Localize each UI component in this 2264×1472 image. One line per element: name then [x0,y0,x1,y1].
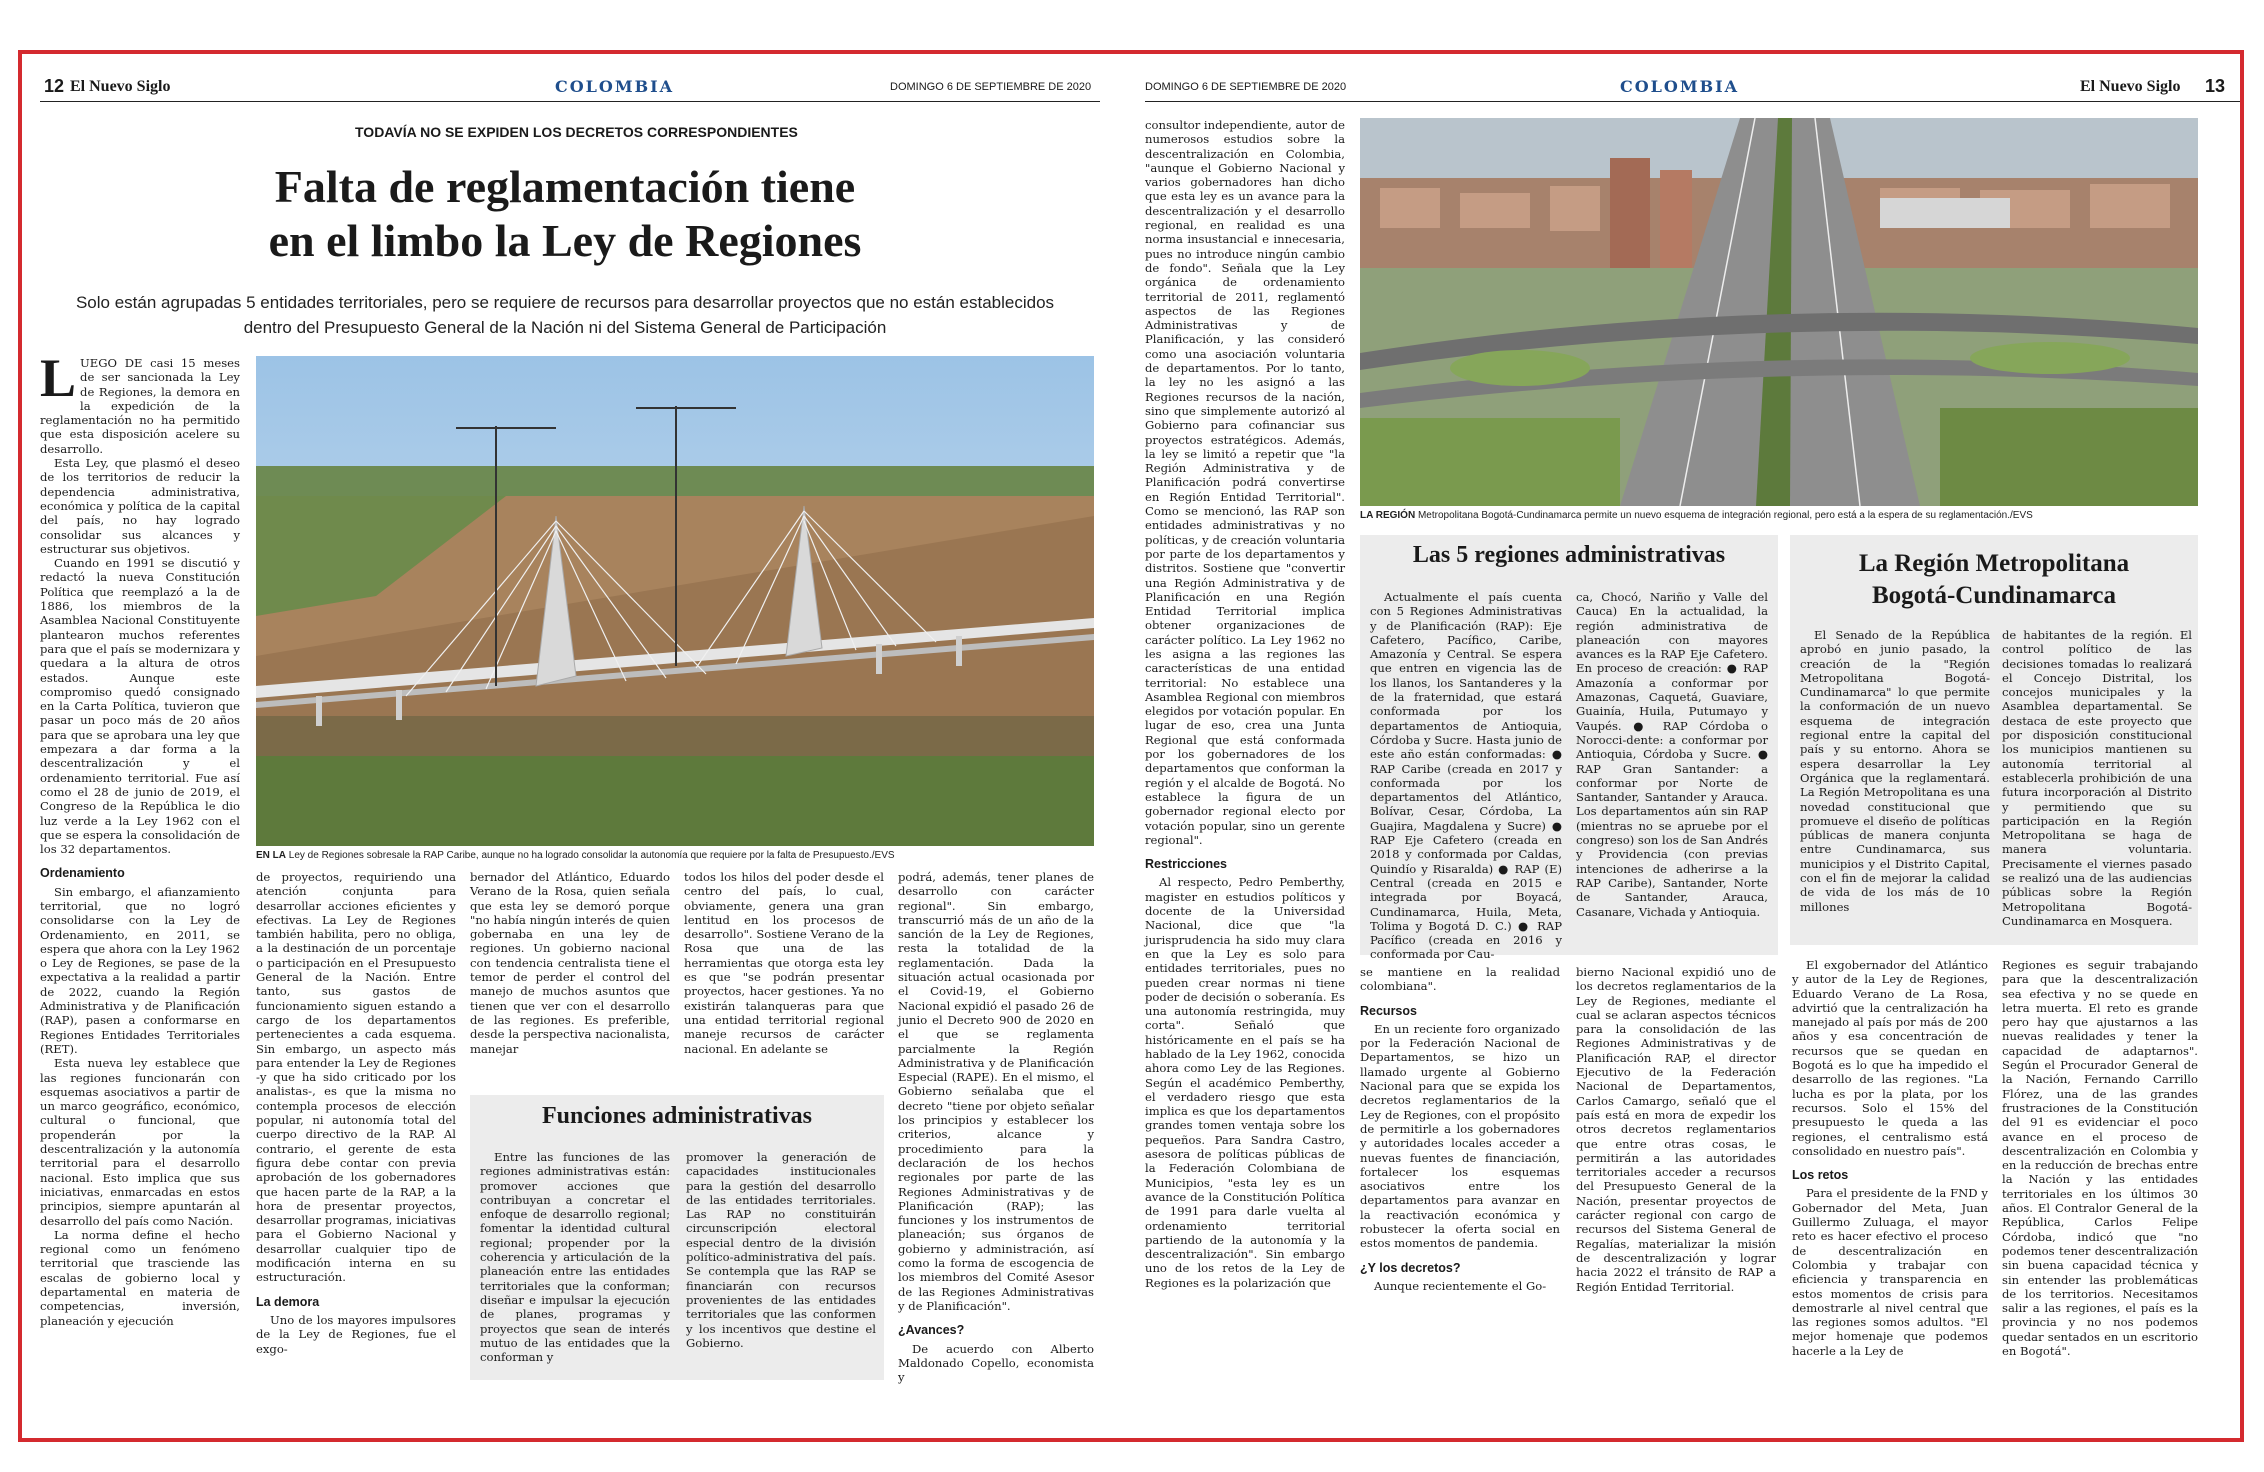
functions-box-column-1 [480,1150,670,1375]
right-page-header [1145,70,2240,102]
lead-paragraph: UEGO DE casi 15 meses de ser sancionada la Ley de Regiones, la demora en la expedición de la reglamentación no ha permitido que esta disposición acelere su desarrollo. [40,356,240,456]
metro-box-column-2 [2002,628,2192,940]
paper-name: El Nuevo Siglo [70,78,171,95]
paragraph: Uno de los mayores impulsores de la Ley de Regiones, fue el exgo- [256,1312,456,1356]
headline-line-2: en el limbo la Ley de Regiones [268,215,862,266]
caption-text: Metropolitana Bogotá-Cundinamarca permite un nuevo esquema de integración regional, pero está a la espera de su reglamentación./EVS [1417,510,2033,521]
article-column-1 [40,348,240,1376]
paragraph: ca, Chocó, Nariño y Valle del Cauca) En la actualidad, la región administrativa de planeación con mayores avances es la RAP Eje Cafetero. En proceso de creación: ● RAP Amazonía a conformar por Amazonas, Caquetá, Guaviare, Guainía, Huila, Putumayo y Vaupés. ● RAP Córdoba o Norocci-dente: a conformar por Antioquia, Córdoba y Sucre. ● RAP Gran Santander: a conformar por Norte de Santander, Santander y Arauca. Los departamentos aún sin RAP (mientras no se apruebe por el congreso) son los de San Andrés y Providencia (con previas intenciones de adherirse a la RAP Caribe), Santander, Norte de Santander, Arauca, Casanare, Vichada y Antioquia. [1576,590,1768,919]
article-column-2 [256,870,456,1380]
paragraph: Aunque recientemente el Go- [1374,1278,1547,1293]
paragraph: todos los hilos del poder desde el centro del país, lo cual, obviamente, genera una gran lentitud en los procesos de desarrollo". Sostiene Verano de la Rosa que una de las herramientas que otorga esta ley es que "se podrán presentar proyectos, hacer gestiones. Ya no existirán talanqueras para que una entidad territorial regional maneje recursos de carácter nacional. En adelante se [684,870,884,1056]
paragraph: Al respecto, Pedro Pemberthy, magister en estudios políticos y docente de la Universidad Nacional, dice que "la jurisprudencia ha sido muy clara en que la Ley es solo para entidades territoriales, pues no pueden crear normas ni tiene poder de decisión o soberanía. Es una autonomía restringida, muy corta". Señaló que históricamente en el país se ha hablado de la Ley 1962, conocida ahora como Ley de las Regiones. Según el académico Pemberthy, el verdadero riesgo que esta implica es que los departamentos grandes tomen ventaja sobre los pequeños. Para Sandra Castro, asesora de políticas públicas de la Federación Colombiana de Municipios, "esta ley es un avance de la Constitución Política de 1991 para darle vuelta al ordenamiento territorial partiendo de la autonomía y la descentralización". Sin embargo uno de los retos de la Ley de Regiones es la polarización que [1145,875,1345,1290]
right-column-1 [1145,118,1346,1290]
paragraph: El exgobernador del Atlántico y autor de la Ley de Regiones, Eduardo Verano de La Rosa, advirtió que la centralización ha manejado al país por más de 200 años y esa concentración de recursos que se quedan en Bogotá es lo que ha impedido el desarrollo de las regiones. "La lucha es por la plata, por los recursos. Solo el 15% del presupuesto le queda a las regiones, el centralismo está consolidado en nuestro país". [1792,958,1988,1158]
paragraph: de proyectos, requiriendo una atención conjunta para desarrollar acciones eficientes y efectivas. La Ley de Regiones también habilita, pero no obliga, a la destinación de un porcentaje o participación en el Presupuesto General de la Nación. Entre tanto, sus gastos de funcionamiento siguen estando a cargo de los departamentos pertenecientes a cada esquema. Sin embargo, un aspecto más para entender la Ley de Regiones -y que ha sido criticado por los analistas-, es que la misma no contempla procesos de elección popular, ni autonomía total del cuerpo directivo de la RAP. Al contrario, el gerente de esta figura debe contar con previa aprobación de los gobernadores que hacen parte de la RAP, a la hora de presentar proyectos, desarrollar programas, iniciativas para el Gobierno Nacional y desarrollar cualquier tipo de modificación interna en su estructuración. [256,870,456,1285]
article-kicker: TODAVÍA NO SE EXPIDEN LOS DECRETOS CORRESPONDIENTES [355,124,798,140]
section-heading: Ordenamiento [40,866,125,881]
section-heading: La demora [256,1294,320,1309]
paragraph: promover la generación de capacidades institucionales para la gestión del desarrollo de las entidades territoriales. Las RAP no constituirán circunscripción electoral especial dentro de la división político-administrativa del país. Se contempla que las RAP se financiarán con recursos provenientes de las entidades territoriales que las conformen y los incentivos que destine el Gobierno. [686,1150,876,1350]
drop-cap: L [40,348,77,408]
paragraph: El Senado de la República aprobó en junio pasado, la creación de la "Región Metropolitana Bogotá-Cundinamarca" lo que permite la conformación de un nuevo esquema de integración regional entre la capital del país y su entorno. Ahora se espera desarrollar la Ley Orgánica que la reglamentará. La Región Metropolitana es una novedad constitucional que promueve el diseño de políticas públicas de manera conjunta entre Cundinamarca, sus municipios y el Distrito Capital, con el fin de mejorar la calidad de vida de los más de 10 millones [1800,628,1990,914]
article-column-3 [470,870,670,1085]
paragraph: Esta Ley, que plasmó el deseo de los territorios de reducir la dependencia administrativa, económica y política de la capital del país, no hay logrado consolidar sus alcances y estructurar sus objetivos. [40,456,240,556]
bridge-photo [256,356,1094,846]
right-column-4 [1792,958,1988,1380]
article-column-5 [898,870,1094,1385]
caption-label: EN LA [256,850,286,861]
article-headline [160,160,970,268]
paper-name: El Nuevo Siglo [2080,78,2181,95]
photo-caption [1360,510,2198,521]
paragraph: Actualmente el país cuenta con 5 Regiones Administrativas y de Planificación (RAP): Eje Cafetero, Pacífico, Caribe, Amazonía y Central. Se espera que entren en vigencia las de los llanos, los Santanderes y la de la fraternidad, que estará conformada por los departamentos de Antioquia, Córdoba y Sucre. Hasta junio de este año están conformadas: ● RAP Caribe (creada en 2017 y conformada por los departamentos del Atlántico, Bolívar, Cesar, Córdoba, La Guajira, Magdalena y Sucre) ● RAP Eje Cafetero (creada en 2018 y conformada por Caldas, Quindío y Risaralda) ● RAP (E) Central (creada en 2015 e integrada por Boyacá, Cundinamarca, Huila, Meta, Tolima y Bogotá D. C.) ● RAP Pacífico (creada en 2016 y conformada por Cau- [1370,590,1562,962]
functions-box-title: Funciones administrativas [541,1103,813,1129]
paragraph: podrá, además, tener planes de desarrollo con carácter regional". Sin embargo, transcurrió más de un año de la sanción de la Ley de Regiones, resta la totalidad de la reglamentación. Dada la situación actual ocasionada por el Covid-19, el Gobierno Nacional expidió el pasado 26 de junio el Decreto 900 de 2020 en el que se reglamenta parcialmente la Región Administrativa y de Planificación Especial (RAPE). En el mismo, el Gobierno señalaba que el decreto "tiene por objeto señalar los principios y establecer los criterios, alcance y procedimiento para la declaración de los hechos regionales por parte de las Regiones Administrativas y de Planificación (RAP); las funciones y los instrumentos de planeación; sus órganos de gobierno y administración, así como la forma de escogencia de los miembros del Comité Asesor de las Regiones Administrativas y de Planificación". [898,870,1094,1313]
regions-box-column-1 [1370,590,1562,962]
city-photo [1360,118,2198,506]
right-column-5 [2002,958,2198,1380]
paragraph: En un reciente foro organizado por la Federación Nacional de Departamentos, se hizo un llamado urgente al Gobierno Nacional para que se expida los decretos reglamentarios de la Ley de Regiones, con el propósito de permitirle a los gobernadores y autoridades locales acceder a nuevas fuentes de financiación, fortalecer los esquemas asociativos entre los departamentos para avanzar en la reactivación económica y robustecer la oferta social en estos momentos de pandemia. [1360,1021,1560,1251]
section-heading: ¿Y los decretos? [1360,1260,1461,1275]
paragraph: La norma define el hecho regional como un fenómeno territorial que trasciende las escalas de gobierno local y departamental en materia de competencias, inversión, planeación y ejecución [40,1227,240,1328]
functions-box-column-2 [686,1150,876,1375]
paragraph: bernador del Atlántico, Eduardo Verano de la Rosa, quien señala que esta ley se demoró porque "no había ningún interés de quien gobernaba en una ley de regiones. Un gobierno nacional con tendencia centralista tiene el temor de perder el control del manejo de muchos asuntos que tienen que ver con el desarrollo de las regiones. Es preferible, desde la perspectiva nacionalista, manejar [470,870,670,1056]
paragraph: bierno Nacional expidió uno de los decretos reglamentarios de la Ley de Regiones, mediante el cual se aclaran aspectos técnicos para la consolidación de las Regiones Administrativas y de Planificación RAP, el director Ejecutivo de la Federación Nacional de Departamentos, Carlos Camargo, señaló que el país está en mora de expedir los otros decretos reglamentarios que entre otras cosas, le permitirán a las autoridades territoriales acceder a recursos del Presupuesto General de la Nación, presentar proyectos de carácter regional con cargo de recursos del Sistema General de Regalías, materializar la misión de descentralización y lograr hacia 2022 el tránsito de RAP a Región Entidad Territorial. [1576,965,1776,1294]
metro-box-title [1790,548,2198,612]
article-subhead: Solo están agrupadas 5 entidades territoriales, pero se requiere de recursos para desarrollar proyectos que no están establecidos dentro del Presupuesto General de la Nación ni del Sistema General de Participación [75,293,1055,337]
caption-label: LA REGIÓN [1360,510,1416,521]
regions-box-title: Las 5 regiones administrativas [1412,542,1726,568]
paragraph: Esta nueva ley establece que las regiones funcionarán con esquemas asociativos a partir de un marco geográfico, económico, cultural o funcional, que propenderán por la descentralización y la autonomía territorial para el desarrollo nacional. Esto implica que sus iniciativas, enmarcadas en estos principios, siempre apuntarán al desarrollo del país como Nación. [40,1056,240,1228]
paragraph: consultor independiente, autor de numerosos estudios sobre la descentralización en Colombia, "aunque el Gobierno Nacional y varios gobernadores han dicho que esta ley es un avance para la descentralización y el desarrollo regional, en realidad es una norma insustancial e innecesaria, pues no introduce ningún cambio de fondo". Señala que la Ley orgánica de ordenamiento territorial de 2011, reglamentó aspectos de las Regiones Administrativas y de Planificación, y las consideró como una asociación voluntaria de departamentos. Por lo tanto, la ley no les asignó a las Regiones recursos de la nación, sino que simplemente autorizó al Gobierno para cofinanciar sus proyectos estratégicos. Además, la ley se limitó a repetir que "la Región Administrativa y de Planificación podrá convertirse en Región Entidad Territorial". Como se mencionó, las RAP son entidades administrativas y no políticas, y de creación voluntaria por parte de los departamentos y distritos. Sostiene que "convertir una Región Administrativa y de Planificación en una Región Entidad Territorial implica obtener organizaciones de carácter político. La Ley 1962 no les asigna a las regiones las características de una entidad territorial: No establece una Asamblea Regional con miembros elegidos por votación popular. En lugar de eso, crea una Junta Regional que está conformada por los gobernadores de los departamentos que conforman la región y el alcalde de Bogotá. No establece la figura de un gobernador regional electo por votación popular, sino un gerente regional". [1145,118,1346,847]
metro-box-column-1 [1800,628,1990,940]
section-heading: ¿Avances? [898,1323,965,1338]
right-column-2 [1360,965,1560,1380]
section-name: COLOMBIA [1620,77,1739,96]
section-heading: Recursos [1360,1003,1417,1018]
article-column-4 [684,870,884,1085]
paragraph: Entre las funciones de las regiones administrativas están: promover acciones que contribuyan a concretar el enfoque de desarrollo regional; fomentar la identidad cultural regional; propender por la coherencia y articulación de la planeación entre las entidades territoriales que la conforman; diseñar e impulsar la ejecución de planes, programas y proyectos que sean de interés mutuo de las entidades que la conforman y [480,1150,670,1365]
paragraph: se mantiene en la realidad colombiana". [1360,965,1560,994]
right-column-3 [1576,965,1776,1380]
photo-caption [256,850,1094,861]
section-name: COLOMBIA [555,77,674,96]
caption-text: Ley de Regiones sobresale la RAP Caribe, aunque no ha logrado consolidar la autonomía que requiere por la falta de Presupuesto./EVS [288,850,895,861]
paragraph: De acuerdo con Alberto Maldonado Copello, economista y [898,1341,1094,1385]
left-page-header [40,70,1100,102]
section-heading: Restricciones [1145,857,1227,872]
paragraph: Sin embargo, el afianzamiento territorial, que no logró consolidarse con la Ley de Ordenamiento, en 2011, se espera que ahora con la Ley 1962 o Ley de Regiones, se pase de la expectativa a la realidad a partir de 2022, cuando la Región Administrativa y de Planificación (RAP), pasen a conformarse en Regiones Entidades Territoriales (RET). [40,884,240,1056]
headline-line-1: Falta de reglamentación tiene [274,161,856,212]
page-number: 13 [2205,76,2226,96]
page-number: 12 [44,76,65,96]
paragraph: Para el presidente de la FND y Gobernador del Meta, Juan Guillermo Zuluaga, el mayor reto es hacer efectivo el proceso de descentralización en Colombia y trabajar con eficiencia y transparencia en estos momentos de crisis para demostrarle al nivel central que las regiones somos adultos. "El mejor homenaje que podemos hacerle a la Ley de [1792,1186,1988,1358]
metro-title-line-2: Bogotá-Cundinamarca [1871,582,2116,609]
section-heading: Los retos [1792,1168,1849,1183]
metro-title-line-1: La Región Metropolitana [1858,550,2130,577]
paragraph: Regiones es seguir trabajando para que la descentralización sea efectiva y no se quede en letra muerta. El reto es grande pero hay que ajustarnos a las nuevas realidades y tener la capacidad de adaptarnos". Según el Procurador General de la Nación, Fernando Carrillo Flórez, una de las grandes frustraciones de la Constitución del 91 es evidenciar el poco avance en el proceso de descentralización en Colombia y en la reducción de brechas entre la Nación y las entidades territoriales en los últimos 30 años. El Contralor General de la República, Carlos Felipe Córdoba, indicó que "no podemos tener descentralización sin buena capacidad técnica y sin entender las problemáticas de los territorios. Necesitamos salir a las regiones, el país es la provincia y no nos podemos quedar sentados en un escritorio en Bogotá". [2002,958,2198,1359]
right-column-1-continued [1145,945,1345,1380]
page-date: DOMINGO 6 DE SEPTIEMBRE DE 2020 [890,81,1092,93]
page-date: DOMINGO 6 DE SEPTIEMBRE DE 2020 [1145,81,1347,93]
paragraph: Cuando en 1991 se discutió y redactó la nueva Constitución Política que reemplazó a la de 1886, los miembros de la Asamblea Nacional Constituyente plantearon muchos referentes para que el país se modernizara y quedara a la altura de otros estados. Aunque este compromiso quedó consignado en la Carta Política, tuvieron que pasar un poco más de 20 años para que se aprobara una ley que empezara a dar forma a la descentralización y el ordenamiento territorial. Fue así como el 28 de junio de 2019, el Congreso de la República le dio luz verde a la Ley 1962 con el que se espera la consolidación de los 32 departamentos. [40,556,240,857]
regions-box-column-2 [1576,590,1768,950]
paragraph: de habitantes de la región. El control político de las decisiones tomadas lo realizará el Concejo Distrital, los concejos municipales y la Asamblea departamental. Se destaca de este proyecto que por disposición constitucional los municipios mantienen su autonomía territorial al establecerla prohibición de una futura incorporación al Distrito y permitiendo que su participación en la Región Metropolitana se haga de manera voluntaria. Precisamente el viernes pasado se realizó una de las audiencias públicas sobre la Región Metropolitana Bogotá-Cundinamarca en Mosquera. [2002,628,2192,928]
